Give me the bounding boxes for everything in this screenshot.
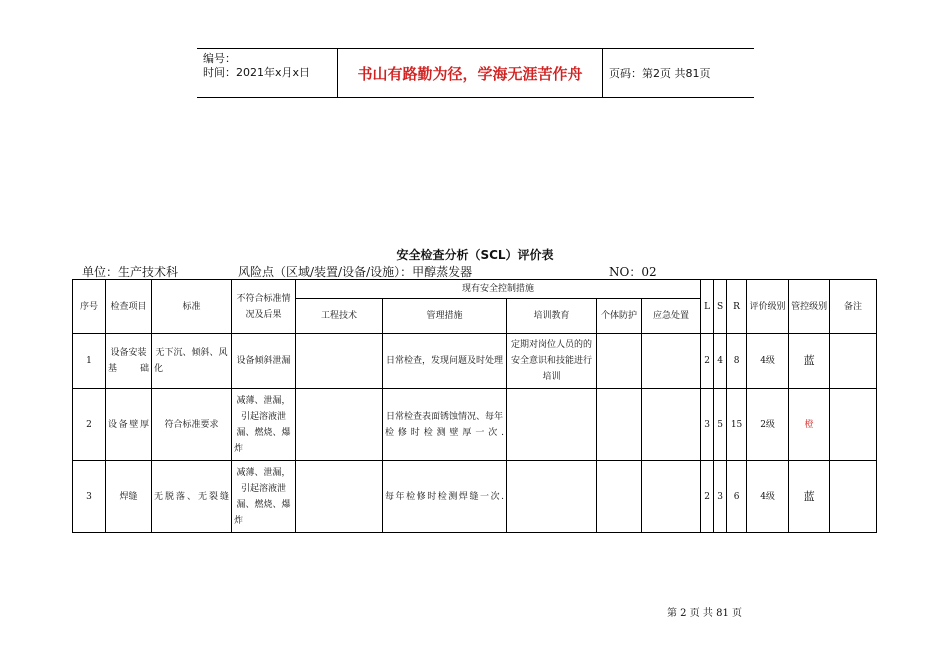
cell-item: 设备安装基础 <box>106 334 152 389</box>
col-mgmt: 管理措施 <box>383 299 507 334</box>
cell-L: 2 <box>701 334 714 389</box>
col-S: S <box>714 280 727 334</box>
cell-level: 4级 <box>747 461 789 533</box>
cell-eng <box>296 389 383 461</box>
col-eng: 工程技术 <box>296 299 383 334</box>
col-remark: 备注 <box>830 280 877 334</box>
page-footer: 第 2 页 共 81 页 <box>667 608 742 619</box>
cell-training <box>507 389 597 461</box>
risk-point-label: 风险点（区域/装置/设备/设施）：甲醇蒸发器 <box>238 265 473 279</box>
cell-remark <box>830 389 877 461</box>
cell-remark <box>830 461 877 533</box>
cell-level: 2级 <box>747 389 789 461</box>
cell-emergency <box>642 389 701 461</box>
cell-ppe <box>597 389 642 461</box>
cell-L: 2 <box>701 461 714 533</box>
cell-level: 4级 <box>747 334 789 389</box>
col-standard: 标准 <box>152 280 232 334</box>
cell-S: 3 <box>714 461 727 533</box>
cell-control: 蓝 <box>789 334 830 389</box>
date-label: 时间：2021年x月x日 <box>203 66 311 79</box>
cell-S: 4 <box>714 334 727 389</box>
cell-item: 设备壁厚 <box>106 389 152 461</box>
cell-standard: 无脱落、无裂缝 <box>152 461 232 533</box>
col-nonconform: 不符合标准情况及后果 <box>232 280 296 334</box>
unit-label: 单位：生产技术科 <box>82 265 179 279</box>
cell-control: 橙 <box>789 389 830 461</box>
cell-emergency <box>642 334 701 389</box>
cell-standard: 无下沉、倾斜、风化 <box>152 334 232 389</box>
cell-ppe <box>597 334 642 389</box>
cell-nonconform: 减薄、泄漏，引起溶液泄漏、燃烧、爆炸 <box>232 389 296 461</box>
cell-seq: 2 <box>73 389 106 461</box>
cell-R: 8 <box>727 334 747 389</box>
cell-training: 定期对岗位人员的的安全意识和技能进行培训 <box>507 334 597 389</box>
cell-training <box>507 461 597 533</box>
cell-control: 蓝 <box>789 461 830 533</box>
cell-eng <box>296 461 383 533</box>
cell-mgmt: 日常检查，发现问题及时处理 <box>383 334 507 389</box>
col-item: 检查项目 <box>106 280 152 334</box>
table-header-row <box>73 280 877 299</box>
scl-table <box>72 279 877 533</box>
cell-seq: 1 <box>73 334 106 389</box>
cell-S: 5 <box>714 389 727 461</box>
cell-emergency <box>642 461 701 533</box>
header-meta <box>197 49 338 97</box>
cell-seq: 3 <box>73 461 106 533</box>
col-controls-group: 现有安全控制措施 <box>296 280 701 299</box>
cell-nonconform: 设备倾斜泄漏 <box>232 334 296 389</box>
cell-item: 焊缝 <box>106 461 152 533</box>
page-header <box>197 48 754 98</box>
col-level: 评价级别 <box>747 280 789 334</box>
cell-standard: 符合标准要求 <box>152 389 232 461</box>
table-row <box>73 389 877 461</box>
cell-eng <box>296 334 383 389</box>
cell-L: 3 <box>701 389 714 461</box>
doc-title: 安全检查分析（SCL）评价表 <box>396 248 554 262</box>
cell-R: 6 <box>727 461 747 533</box>
cell-R: 15 <box>727 389 747 461</box>
table-row <box>73 334 877 389</box>
cell-ppe <box>597 461 642 533</box>
cell-mgmt: 每年检修时检测焊缝一次. <box>383 461 507 533</box>
col-training: 培训教育 <box>507 299 597 334</box>
col-seq: 序号 <box>73 280 106 334</box>
cell-nonconform: 减薄、泄漏，引起溶液泄漏、燃烧、爆炸 <box>232 461 296 533</box>
col-emergency: 应急处置 <box>642 299 701 334</box>
cell-remark <box>830 334 877 389</box>
col-L: L <box>701 280 714 334</box>
cell-mgmt: 日常检查表面锈蚀情况、每年检修时检测壁厚一次. <box>383 389 507 461</box>
col-R: R <box>727 280 747 334</box>
header-page-code: 页码：第2页 共81页 <box>609 67 711 80</box>
col-control: 管控级别 <box>789 280 830 334</box>
doc-number: NO：02 <box>609 265 657 279</box>
table-row <box>73 461 877 533</box>
header-motto: 书山有路勤为径，学海无涯苦作舟 <box>338 49 603 97</box>
serial-label: 编号： <box>203 52 236 65</box>
col-ppe: 个体防护 <box>597 299 642 334</box>
